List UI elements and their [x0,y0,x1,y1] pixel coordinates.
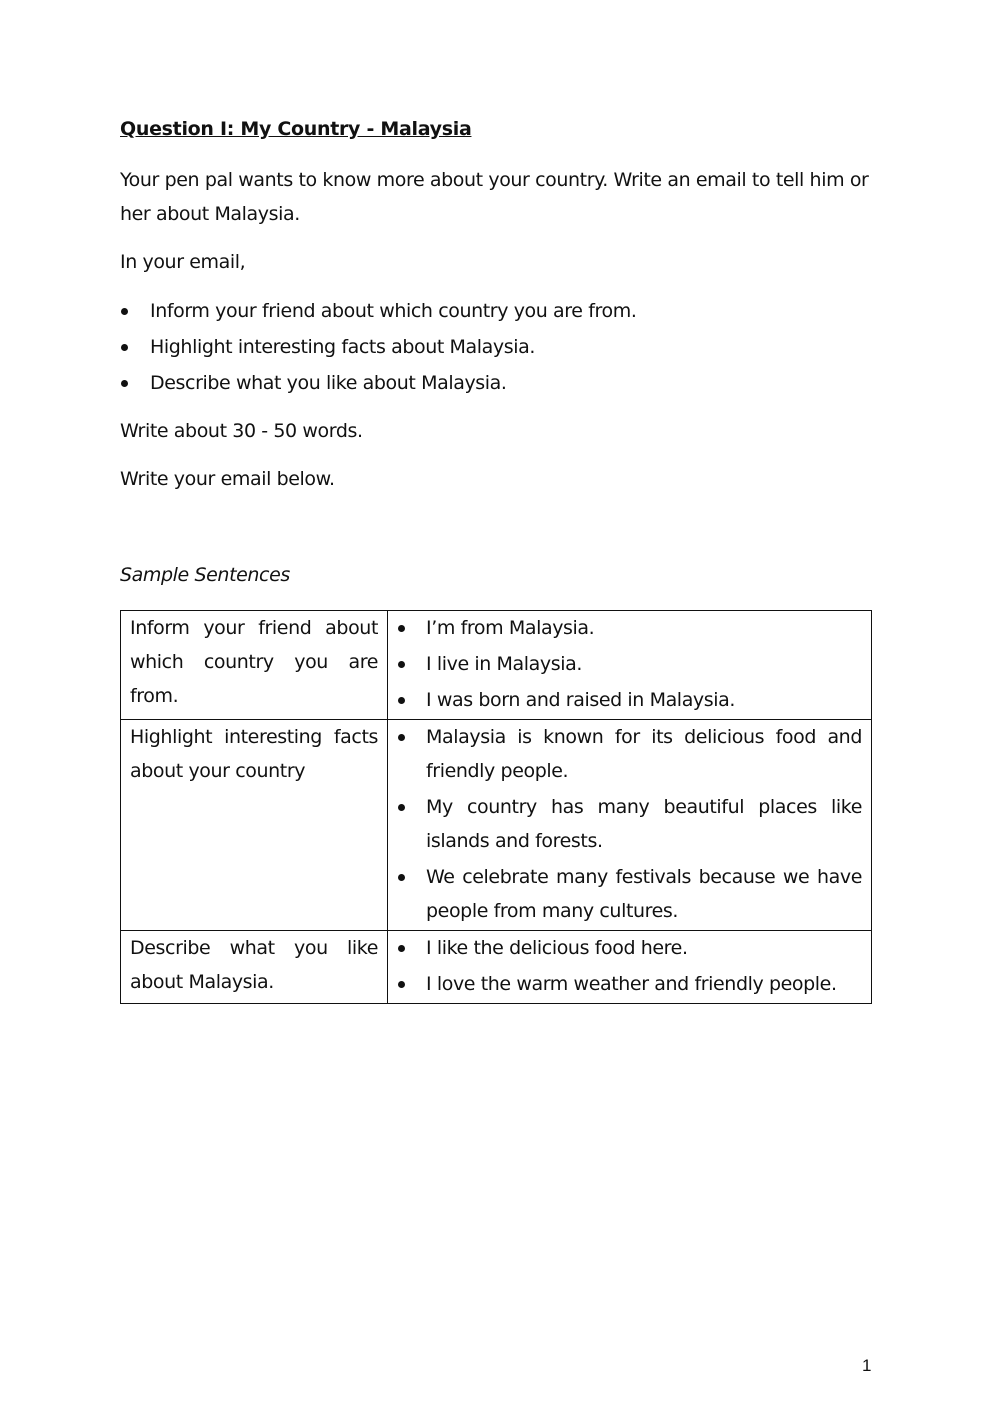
sentence-text: I love the warm weather and friendly people. [426,973,837,995]
sample-sentences-heading: Sample Sentences [120,564,290,586]
table-row [121,931,872,1004]
word-count-instruction: Write about 30 - 50 words. [120,420,363,442]
bullet-dot-icon [121,344,128,351]
sentence-item [388,860,862,928]
task-bullet-text: Highlight interesting facts about Malaysia. [150,336,536,358]
sentence-text: Malaysia is known for its delicious food and friendly people. [426,726,862,782]
prompt-cell: Highlight interesting facts about your country [121,720,388,931]
table-row [121,611,872,720]
task-bullet-text: Describe what you like about Malaysia. [150,372,507,394]
sentence-text: I live in Malaysia. [426,653,582,675]
sentence-text: We celebrate many festivals because we have people from many cultures. [426,866,862,922]
prompt-cell: Describe what you like about Malaysia. [121,931,388,1004]
bullet-dot-icon [121,308,128,315]
table-row [121,720,872,931]
sentence-text: My country has many beautiful places like islands and forests. [426,796,862,852]
task-bullet-item [120,366,636,402]
bullet-dot-icon [398,981,405,988]
sentence-text: I like the delicious food here. [426,937,688,959]
sentence-item [388,790,862,858]
page-number: 1 [862,1356,872,1375]
bullet-dot-icon [398,734,405,741]
sentences-cell [388,720,872,931]
sentence-text: I’m from Malaysia. [426,617,595,639]
sentence-text: I was born and raised in Malaysia. [426,689,736,711]
email-lead-in: In your email, [120,251,246,273]
sentence-item [388,931,862,965]
write-below-instruction: Write your email below. [120,468,335,490]
sample-sentences-table [120,610,872,1004]
bullet-dot-icon [398,874,405,881]
sentence-list [388,611,862,717]
bullet-dot-icon [398,945,405,952]
sentence-item [388,720,862,788]
prompt-cell: Inform your friend about which country you are from. [121,611,388,720]
sentence-list [388,720,862,928]
task-bullet-item [120,330,636,366]
sentence-item [388,683,862,717]
question-intro: Your pen pal wants to know more about your country. Write an email to tell him or her about Malaysia. [120,169,869,225]
bullet-dot-icon [398,625,405,632]
task-bullet-list [120,294,636,402]
sentence-item [388,647,862,681]
bullet-dot-icon [398,661,405,668]
question-title: Question I: My Country - Malaysia [120,118,472,140]
bullet-dot-icon [121,380,128,387]
task-bullet-text: Inform your friend about which country you are from. [150,300,637,322]
sentence-list [388,931,862,1001]
sentences-cell [388,611,872,720]
sentences-cell [388,931,872,1004]
sentence-item [388,611,862,645]
sentence-item [388,967,862,1001]
bullet-dot-icon [398,804,405,811]
bullet-dot-icon [398,697,405,704]
task-bullet-item [120,294,636,330]
